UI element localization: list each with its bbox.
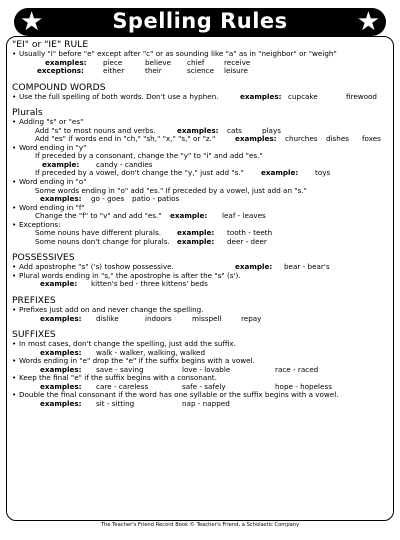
page-title: Spelling Rules [112, 9, 288, 33]
compound-heading: COMPOUND WORDS [12, 81, 106, 93]
ei-exceptions-row: exceptions: either their science leisure [37, 66, 248, 76]
possessives-heading: POSSESSIVES [12, 252, 75, 264]
plurals-exception-1: Some nouns have different plurals. example: tooth - teeth [35, 228, 273, 238]
suffixes-rule-3-examples: examples: care - careless safe - safely hope - hopeless [40, 381, 332, 391]
suffixes-rule-4: • Double the final consonant if the word has one syllable or the suffix begins with a vowel. [12, 391, 390, 400]
possessives-rule-2: • Plural words ending in "s," the apostrophe is after the "s" (s'). [12, 272, 390, 281]
plurals-y-consonant-example: example: candy - candies [42, 159, 153, 169]
plurals-exception-2: Some nouns don't change for plurals. example: deer - deer [35, 236, 267, 246]
prefixes-heading: PREFIXES [12, 295, 56, 307]
plurals-o-examples: examples: go - goes patio - patios [40, 194, 180, 204]
rules-content [12, 39, 390, 409]
star-icon: ★ [356, 7, 380, 37]
suffixes-rule-2: • Words ending in "e" drop the "e" if the suffix begins with a vowel. [12, 357, 390, 366]
plurals-adding: • Adding "s" or "es" [12, 118, 390, 127]
suffixes-heading: SUFFIXES [12, 329, 56, 341]
suffixes-rule-2-examples: examples: save - saving love - lovable race - raced [40, 364, 319, 374]
plurals-f-bullet: • Word ending in "f" [12, 204, 390, 213]
suffixes-rule-3: • Keep the final "e" if the suffix begins with a consonant. [12, 374, 390, 383]
plurals-y-bullet: • Word ending in "y" [12, 144, 390, 153]
footer-credit: The Teacher's Friend Record Book © Teacher's Friend, a Scholastic Company [100, 522, 300, 528]
plurals-y-consonant: If preceded by a consonant, change the "y" to "i" and add "es." [35, 151, 263, 161]
suffixes-rule-4-examples: examples: sit - sitting nap - napped [40, 398, 230, 408]
title-banner [14, 8, 386, 36]
prefixes-rule: • Prefixes just add on and never change the spelling. [12, 306, 390, 315]
ei-rule: • Usually "i" before "e" except after "c" or as sounding like "a" as in "neighbor" or "weigh" [12, 50, 390, 59]
compound-rule: • Use the full spelling of both words. Don't use a hyphen. examples: cupcake firewood [12, 93, 390, 102]
plurals-add-es: Add "es" if words end in "ch," "sh," "x," "s," or "z." examples: churches dishes foxes [35, 134, 381, 144]
plurals-o-bullet: • Word ending in "o" [12, 178, 390, 187]
ei-heading: "EI" or "IE" RULE [12, 39, 89, 50]
plurals-exceptions-bullet: • Exceptions: [12, 221, 390, 230]
plurals-y-vowel: If preceded by a vowel, don't change the "y," just add "s." example: toys [35, 168, 331, 178]
suffixes-rule-1: • In most cases, don't change the spelling, just add the suffix. [12, 340, 390, 349]
suffixes-rule-1-examples: examples: walk - walker, walking, walked [40, 347, 206, 357]
plurals-o-rule: Some words ending in "o" add "es." If preceded by a vowel, just add an "s." [35, 185, 307, 195]
plurals-add-s: Add "s" to most nouns and verbs. examples: cats plays [35, 125, 281, 135]
plurals-heading: Plurals [12, 107, 43, 119]
star-icon: ★ [20, 7, 44, 37]
plurals-f-rule: Change the "f" to "v" and add "es." example: leaf - leaves [35, 211, 266, 221]
possessives-example: example: kitten's bed - three kittens' beds [40, 279, 208, 289]
ei-examples-row: examples: piece believe chief receive [45, 57, 251, 67]
possessives-rule-1: • Add apostrophe "s" ('s) toshow possessive. example: bear - bear's [12, 263, 390, 272]
prefixes-examples: examples: dislike indoors misspell repay [40, 313, 262, 323]
